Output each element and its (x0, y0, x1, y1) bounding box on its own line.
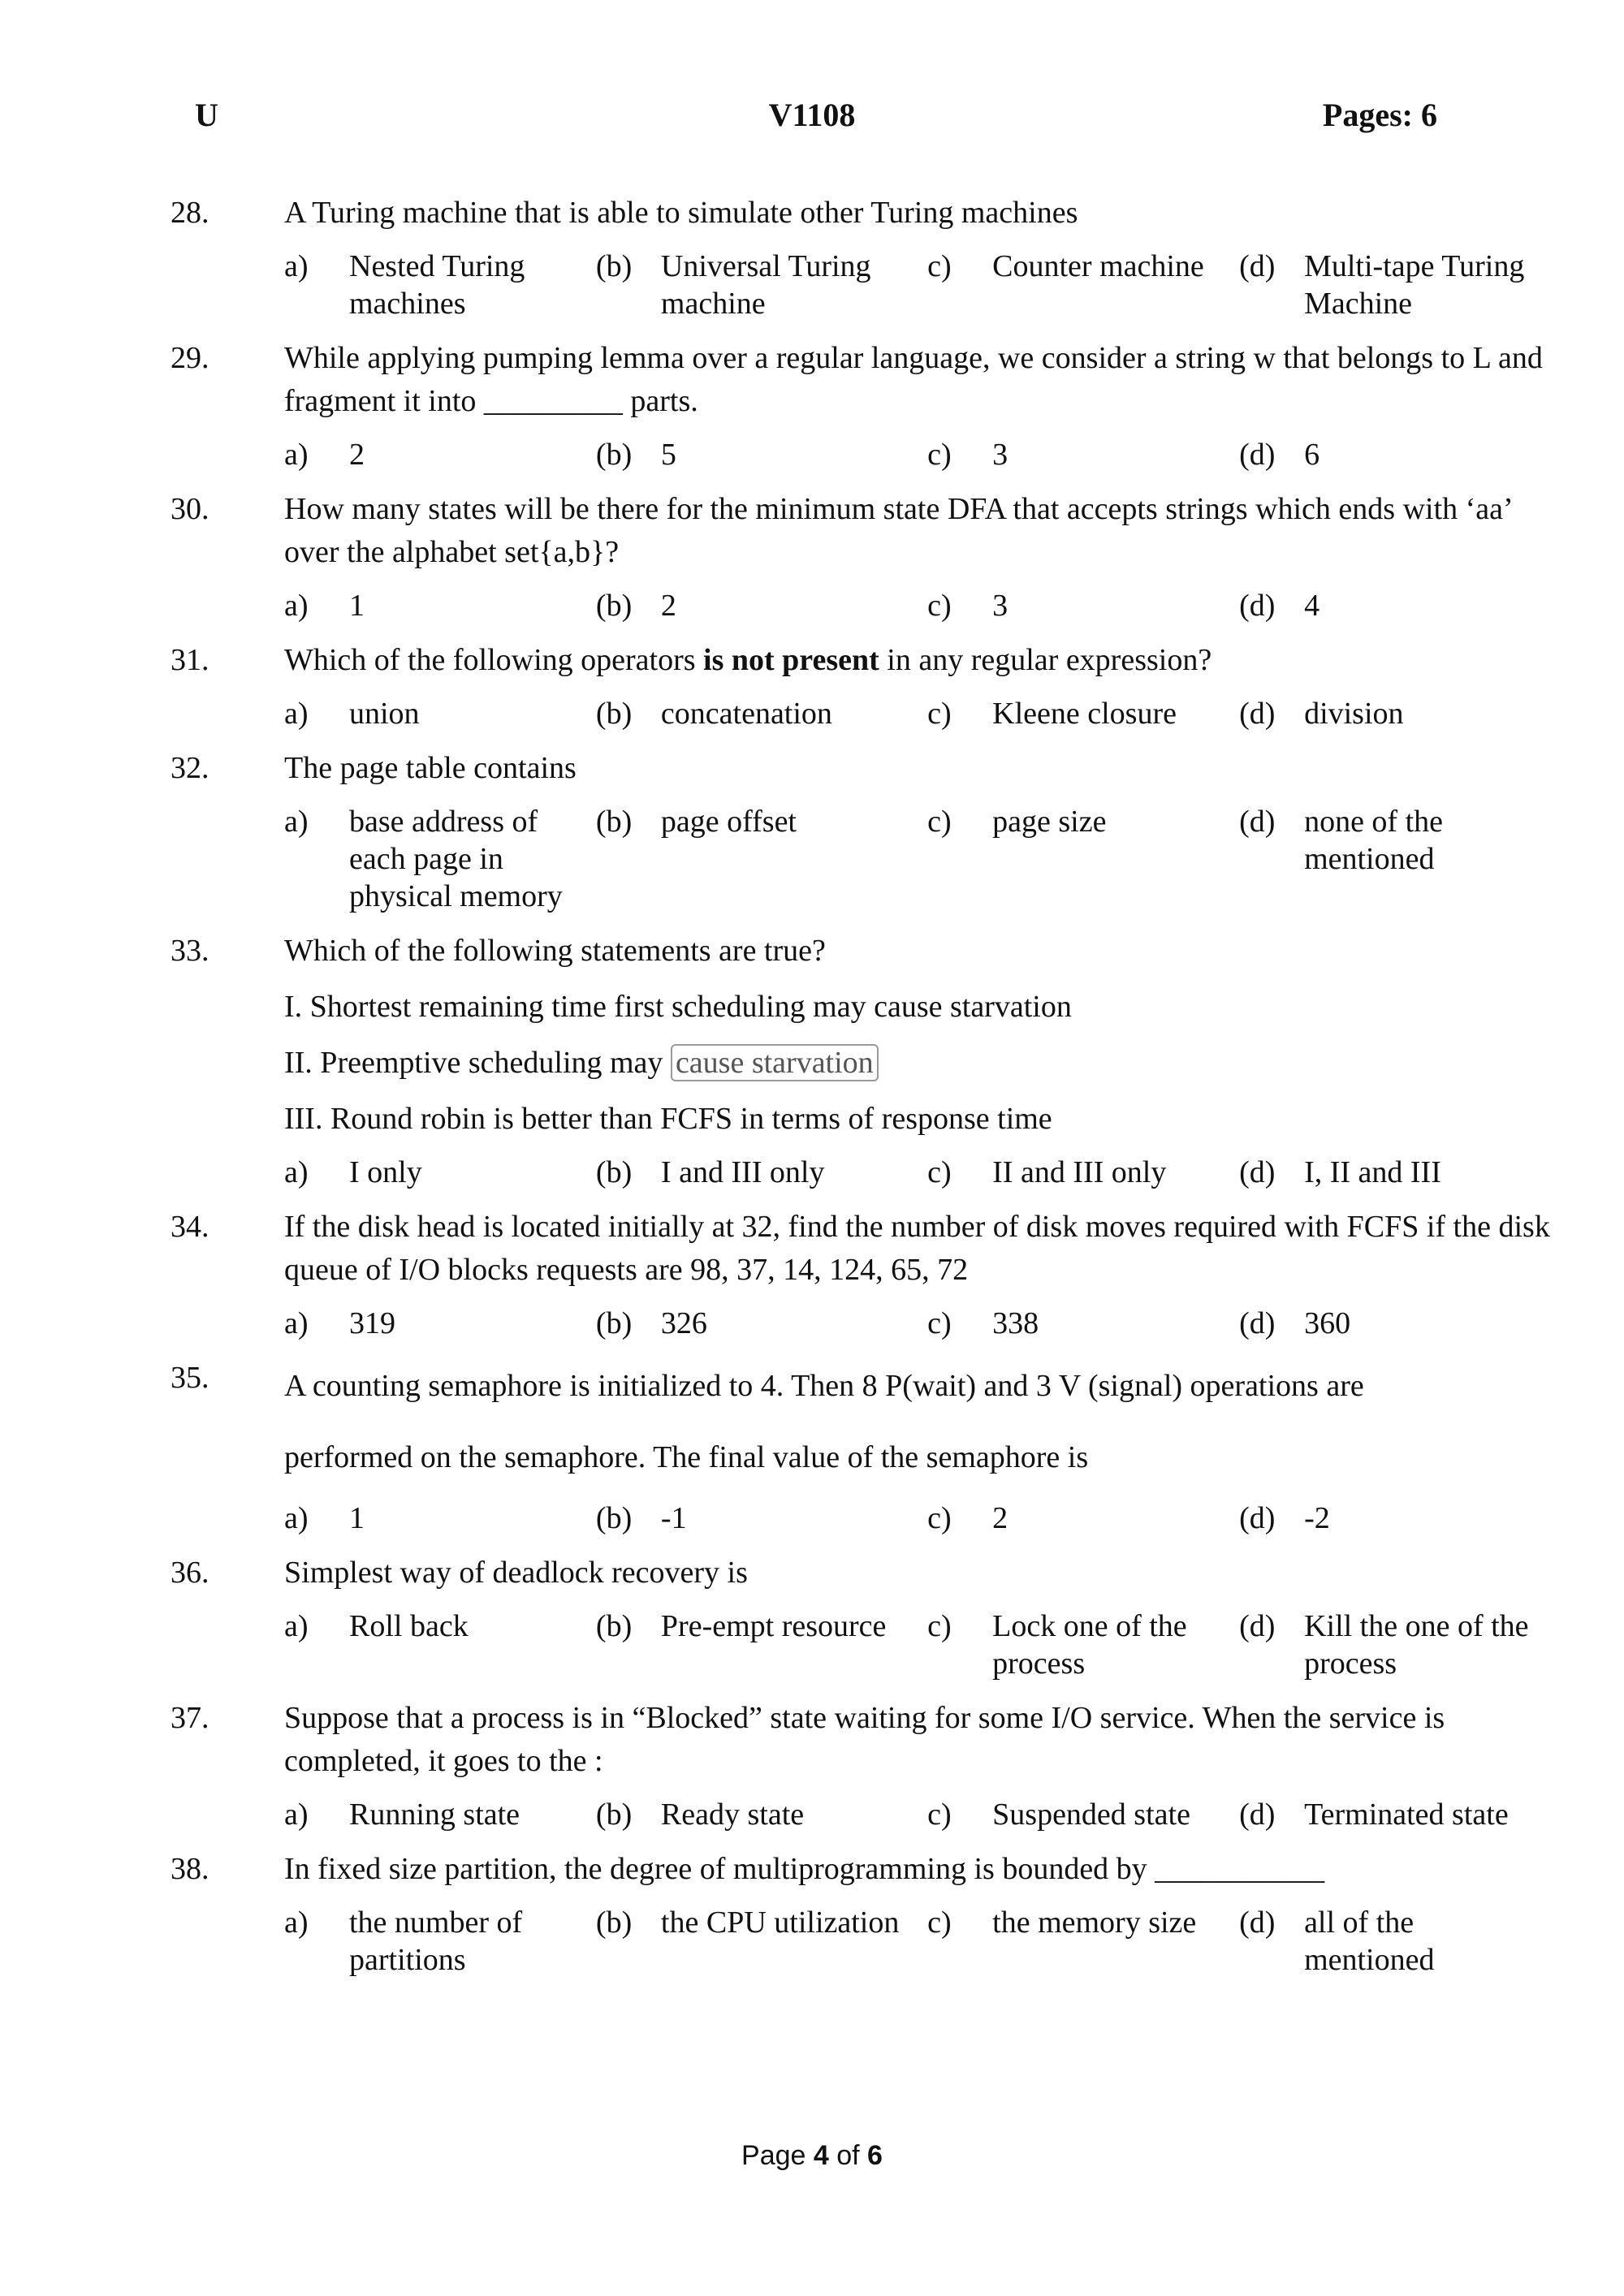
option-label: (b) (595, 1501, 633, 1535)
answer-option (596, 803, 927, 915)
question-stem (284, 930, 1551, 1141)
option-text: Counter machine (992, 249, 1204, 283)
option-label: (b) (595, 1306, 633, 1340)
option-label: c) (927, 1501, 952, 1535)
option-label: (d) (1239, 1155, 1276, 1189)
answer-option (284, 248, 596, 322)
option-label: (d) (1239, 1501, 1276, 1535)
answer-option (284, 1796, 596, 1833)
question-number: 33. (171, 934, 209, 968)
option-text: 1 (349, 1501, 365, 1535)
question (171, 639, 1551, 732)
option-label: c) (927, 697, 952, 731)
option-text: division (1304, 697, 1404, 731)
answer-option (927, 436, 1239, 473)
option-text: I and III only (660, 1155, 825, 1189)
question-stem (284, 1552, 1551, 1595)
option-text: Pre-empt resource (660, 1609, 887, 1643)
stem-line: Suppose that a process is in “Blocked” state waiting for some I/O service. When the service is completed, it goes to the : (284, 1701, 1445, 1778)
stem-line: performed on the semaphore. The final value of the semaphore is (284, 1440, 1089, 1474)
question-stem (284, 192, 1551, 235)
option-text: 3 (992, 438, 1009, 472)
option-text: 319 (349, 1306, 395, 1340)
option-text: all of the mentioned (1304, 1905, 1435, 1977)
option-text: concatenation (660, 697, 832, 731)
answer-option (596, 436, 927, 473)
answer-option (596, 1796, 927, 1833)
option-text: Suspended state (992, 1798, 1190, 1832)
options-row (284, 436, 1551, 473)
question (171, 192, 1551, 322)
option-label: c) (927, 1609, 952, 1643)
option-label: (d) (1239, 697, 1276, 731)
question (171, 747, 1551, 915)
option-label: a) (284, 697, 309, 731)
stem-line: A counting semaphore is initialized to 4. Then 8 P(wait) and 3 V (signal) operations are (284, 1369, 1364, 1403)
option-label: c) (927, 1155, 952, 1189)
option-label: a) (284, 1905, 309, 1940)
option-text: Universal Turing machine (660, 249, 871, 321)
option-label: (d) (1239, 1905, 1276, 1940)
page-header (0, 96, 1624, 145)
option-text: the number of partitions (349, 1905, 523, 1977)
option-label: (b) (595, 249, 633, 283)
question (171, 1552, 1551, 1682)
stem-emphasis: is not present (703, 643, 879, 677)
question-number: 29. (171, 341, 209, 375)
answer-option (1239, 1154, 1551, 1191)
stem-text: II. Preemptive scheduling may (284, 1046, 671, 1080)
option-text: base address of each page in physical memory (349, 805, 563, 913)
option-text: none of the mentioned (1304, 805, 1444, 876)
answer-option (284, 1305, 596, 1342)
option-label: a) (284, 1609, 309, 1643)
answer-option (284, 587, 596, 624)
options-row (284, 1305, 1551, 1342)
question (171, 337, 1551, 473)
question-stem (284, 337, 1551, 423)
answer-option (1239, 1608, 1551, 1682)
question-list (171, 192, 1551, 1993)
option-label: c) (927, 249, 952, 283)
option-text: page offset (660, 805, 797, 839)
stem-line: Simplest way of deadlock recovery is (284, 1556, 748, 1590)
answer-option (284, 1904, 596, 1979)
option-label: (d) (1239, 438, 1276, 472)
options-row (284, 1796, 1551, 1833)
answer-option (927, 1154, 1239, 1191)
answer-option (927, 1608, 1239, 1682)
answer-option (596, 248, 927, 322)
option-text: page size (992, 805, 1107, 839)
option-label: a) (284, 438, 309, 472)
answer-option (927, 695, 1239, 732)
question-stem (284, 1206, 1551, 1292)
option-text: Nested Turing machines (349, 249, 525, 321)
question (171, 1697, 1551, 1833)
answer-option (927, 1796, 1239, 1833)
answer-option (927, 1500, 1239, 1537)
option-label: (d) (1239, 1798, 1276, 1832)
option-label: (b) (595, 1609, 633, 1643)
header-pages: Pages: 6 (1322, 97, 1437, 133)
option-text: 1 (349, 589, 365, 623)
option-text: the CPU utilization (660, 1905, 900, 1940)
option-text: -1 (660, 1501, 687, 1535)
option-text: Roll back (349, 1609, 469, 1643)
answer-option (1239, 1305, 1551, 1342)
stem-line: If the disk head is located initially at 32, find the number of disk moves required with FCFS if the disk queue of I/O blocks requests are 98, 37, 14, 124, 65, 72 (284, 1210, 1550, 1287)
options-row (284, 803, 1551, 915)
answer-option (1239, 436, 1551, 473)
answer-option (1239, 248, 1551, 322)
option-text: 326 (660, 1306, 707, 1340)
answer-option (284, 436, 596, 473)
option-text: Kill the one of the process (1304, 1609, 1529, 1681)
option-label: c) (927, 1905, 952, 1940)
option-text: 338 (992, 1306, 1039, 1340)
option-text: the memory size (992, 1905, 1197, 1940)
header-code: V1108 (768, 97, 856, 133)
question-number: 36. (171, 1556, 209, 1590)
option-label: (b) (595, 1905, 633, 1940)
answer-option (596, 1154, 927, 1191)
question (171, 1206, 1551, 1342)
answer-option (1239, 1904, 1551, 1979)
answer-option (596, 1608, 927, 1682)
option-label: (d) (1239, 1609, 1276, 1643)
option-label: c) (927, 438, 952, 472)
option-text: 5 (660, 438, 676, 472)
stem-line: In fixed size partition, the degree of multiprogramming is bounded by ___________ (284, 1852, 1325, 1886)
answer-option (1239, 1796, 1551, 1833)
option-label: (b) (595, 589, 633, 623)
answer-option (927, 587, 1239, 624)
stem-line: A Turing machine that is able to simulate other Turing machines (284, 196, 1078, 230)
option-text: 2 (992, 1501, 1009, 1535)
answer-option (927, 803, 1239, 915)
watermark-overlay: cause starvation (671, 1044, 879, 1081)
option-text: 3 (992, 589, 1009, 623)
option-label: (d) (1239, 1306, 1276, 1340)
answer-option (284, 1154, 596, 1191)
options-row (284, 695, 1551, 732)
answer-option (284, 1500, 596, 1537)
option-text: 360 (1304, 1306, 1351, 1340)
option-label: (d) (1239, 589, 1276, 623)
option-label: c) (927, 1798, 952, 1832)
options-row (284, 1608, 1551, 1682)
option-label: (b) (595, 438, 633, 472)
stem-line (284, 1042, 1551, 1085)
option-text: 4 (1304, 589, 1320, 623)
question-stem (284, 639, 1551, 682)
footer-page-prefix: Page (741, 2140, 814, 2171)
answer-option (1239, 803, 1551, 915)
answer-option (596, 1305, 927, 1342)
page-footer (0, 2140, 1624, 2172)
option-text: Lock one of the process (992, 1609, 1187, 1681)
option-label: a) (284, 1155, 309, 1189)
option-text: union (349, 697, 420, 731)
option-label: a) (284, 249, 309, 283)
question-number: 30. (171, 492, 209, 526)
option-label: a) (284, 1306, 309, 1340)
answer-option (284, 1608, 596, 1682)
answer-option (284, 695, 596, 732)
option-label: (b) (595, 805, 633, 839)
question-number: 32. (171, 751, 209, 785)
answer-option (1239, 587, 1551, 624)
stem-line: III. Round robin is better than FCFS in terms of response time (284, 1102, 1052, 1136)
option-label: a) (284, 589, 309, 623)
question-number: 35. (171, 1361, 209, 1395)
footer-page-number: 4 (813, 2140, 829, 2171)
options-row (284, 1154, 1551, 1191)
option-text: 6 (1304, 438, 1320, 472)
option-text: Multi-tape Turing Machine (1304, 249, 1525, 321)
option-text: Running state (349, 1798, 520, 1832)
header-series: U (195, 97, 218, 133)
option-text: Ready state (660, 1798, 805, 1832)
option-text: Kleene closure (992, 697, 1177, 731)
question-number: 38. (171, 1852, 209, 1886)
option-label: (d) (1239, 249, 1276, 283)
question-number: 28. (171, 196, 209, 230)
answer-option (1239, 695, 1551, 732)
stem-line: While applying pumping lemma over a regular language, we consider a string w that belongs to L and fragment it into _________ parts. (284, 341, 1543, 418)
option-label: (b) (595, 697, 633, 731)
option-label: (b) (595, 1798, 633, 1832)
option-label: c) (927, 589, 952, 623)
question-number: 34. (171, 1210, 209, 1244)
option-label: (d) (1239, 805, 1276, 839)
question-number: 31. (171, 643, 209, 677)
question (171, 930, 1551, 1191)
option-text: I, II and III (1304, 1155, 1441, 1189)
answer-option (927, 1904, 1239, 1979)
options-row (284, 587, 1551, 624)
answer-option (1239, 1500, 1551, 1537)
stem-line: Which of the following statements are true? (284, 934, 826, 968)
footer-of: of (828, 2140, 868, 2171)
stem-text: Which of the following operators (284, 643, 704, 677)
question-stem (284, 747, 1551, 790)
option-text: Terminated state (1304, 1798, 1509, 1832)
option-text: II and III only (992, 1155, 1167, 1189)
answer-option (927, 1305, 1239, 1342)
option-text: -2 (1304, 1501, 1330, 1535)
options-row (284, 1904, 1551, 1979)
question-number: 37. (171, 1701, 209, 1735)
answer-option (927, 248, 1239, 322)
question-stem (284, 1848, 1551, 1891)
stem-line (284, 639, 1551, 682)
question-stem (284, 1697, 1551, 1783)
option-label: a) (284, 1501, 309, 1535)
stem-text: in any regular expression? (879, 643, 1212, 677)
stem-line: How many states will be there for the minimum state DFA that accepts strings which ends with ‘aa’ over the alphabet set{a,b}? (284, 492, 1511, 569)
option-text: 2 (660, 589, 676, 623)
option-label: c) (927, 1306, 952, 1340)
question-stem (284, 488, 1551, 574)
question (171, 1357, 1551, 1537)
footer-page-total: 6 (867, 2140, 883, 2171)
stem-line: I. Shortest remaining time first scheduling may cause starvation (284, 990, 1072, 1024)
option-label: c) (927, 805, 952, 839)
option-label: a) (284, 805, 309, 839)
question (171, 488, 1551, 624)
answer-option (596, 1904, 927, 1979)
option-text: 2 (349, 438, 365, 472)
question-stem (284, 1357, 1551, 1487)
option-label: a) (284, 1798, 309, 1832)
option-label: (b) (595, 1155, 633, 1189)
stem-line: The page table contains (284, 751, 577, 785)
option-text: I only (349, 1155, 422, 1189)
question (171, 1848, 1551, 1979)
options-row (284, 248, 1551, 322)
options-row (284, 1500, 1551, 1537)
answer-option (596, 1500, 927, 1537)
answer-option (284, 803, 596, 915)
answer-option (596, 587, 927, 624)
answer-option (596, 695, 927, 732)
